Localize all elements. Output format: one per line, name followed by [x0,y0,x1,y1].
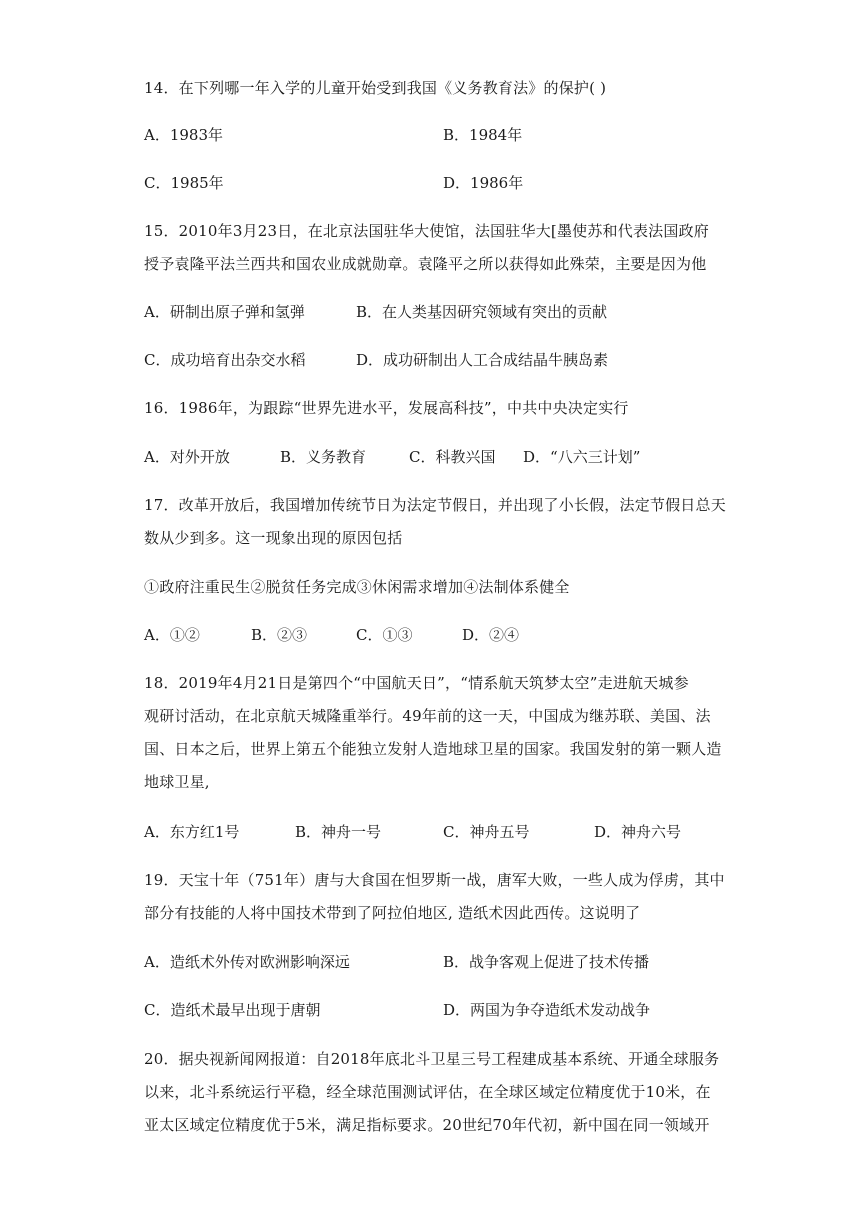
question-14-option-c: C．1985年 [144,174,224,192]
question-18-stem-line-2: 观研讨活动，在北京航天城隆重举行。49年前的这一天，中国成为继苏联、美国、法 [144,707,711,725]
question-18-stem-line-1: 18．2019年4月21日是第四个“中国航天日”，“情系航天筑梦太空”走进航天城参 [144,674,689,692]
question-14-stem-line-1: 14．在下列哪一年入学的儿童开始受到我国《义务教育法》的保护( ) [144,79,607,97]
question-16-stem-line-1: 16．1986年，为跟踪“世界先进水平，发展高科技”，中共中央决定实行 [144,399,629,417]
question-17-option-b: B．②③ [251,626,308,644]
question-16-option-c: C．科教兴国 [409,448,496,466]
question-17-statements: ①政府注重民生②脱贫任务完成③休闲需求增加④法制体系健全 [144,578,570,596]
question-19-stem-line-2: 部分有技能的人将中国技术带到了阿拉伯地区, 造纸术因此西传。这说明了 [144,904,641,922]
question-18-stem-line-3: 国、日本之后，世界上第五个能独立发射人造地球卫星的国家。我国发射的第一颗人造 [144,740,722,758]
question-18-stem-line-4: 地球卫星, [144,773,210,791]
question-19-stem-line-1: 19．天宝十年（751年）唐与大食国在怛罗斯一战，唐军大败，一些人成为俘虏，其中 [144,871,725,889]
question-17-option-d: D．②④ [462,626,520,644]
question-16-option-d: D．“八六三计划” [523,448,641,466]
question-20-stem-line-2: 以来，北斗系统运行平稳，经全球范围测试评估，在全球区域定位精度优于10米，在 [144,1083,711,1101]
question-14-option-d: D．1986年 [443,174,524,192]
question-15-stem-line-2: 授予袁隆平法兰西共和国农业成就勋章。袁隆平之所以获得如此殊荣，主要是因为他 [144,255,707,273]
question-15-option-d: D．成功研制出人工合成结晶牛胰岛素 [356,351,609,369]
question-19-option-d: D．两国为争夺造纸术发动战争 [443,1001,651,1019]
question-14-option-b: B．1984年 [443,126,523,144]
question-15-stem-line-1: 15．2010年3月23日，在北京法国驻华大使馆，法国驻华大[墨使苏和代表法国政府 [144,222,709,240]
question-20-stem-line-1: 20．据央视新闻网报道：自2018年底北斗卫星三号工程建成基本系统、开通全球服务 [144,1050,720,1068]
question-15-option-c: C．成功培育出杂交水稻 [144,351,306,369]
question-17-stem-line-2: 数从少到多。这一现象出现的原因包括 [144,529,403,547]
question-19-option-a: A．造纸术外传对欧洲影响深远 [144,953,350,971]
question-18-option-b: B．神舟一号 [295,823,382,841]
question-18-option-c: C．神舟五号 [443,823,530,841]
question-18-option-d: D．神舟六号 [594,823,682,841]
question-16-option-a: A．对外开放 [144,448,230,466]
question-15-option-b: B．在人类基因研究领域有突出的贡献 [356,303,608,321]
question-17-stem-line-1: 17．改革开放后，我国增加传统节日为法定节假日，并出现了小长假，法定节假日总天 [144,496,726,514]
question-14-option-a: A．1983年 [144,126,224,144]
question-15-option-a: A．研制出原子弹和氢弹 [144,303,305,321]
question-17-option-a: A．①② [144,626,200,644]
question-20-stem-line-3: 亚太区域定位精度优于5米，满足指标要求。20世纪70年代初，新中国在同一领域开 [144,1116,710,1134]
question-17-option-c: C．①③ [356,626,413,644]
question-16-option-b: B．义务教育 [280,448,367,466]
question-19-option-b: B．战争客观上促进了技术传播 [443,953,650,971]
question-18-option-a: A．东方红1号 [144,823,240,841]
question-19-option-c: C．造纸术最早出现于唐朝 [144,1001,321,1019]
